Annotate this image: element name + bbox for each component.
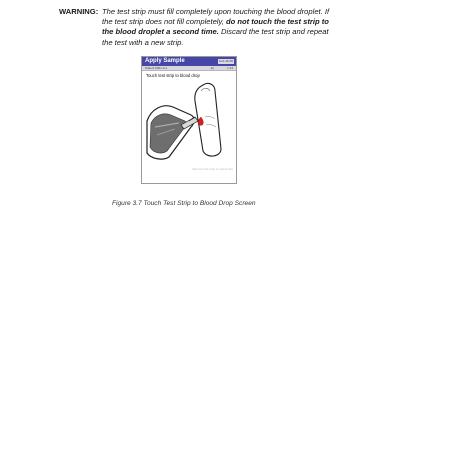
clock-time: 1:14 <box>227 66 233 70</box>
warning-line-1: The test strip must fill completely upon touching the blood droplet. If <box>102 7 330 16</box>
instruction-text: Touch test strip to blood drop <box>146 73 200 78</box>
warning-line-3a: the blood droplet a second time. <box>102 27 219 37</box>
speaker-icon: ◄) <box>210 66 214 70</box>
strip-to-finger-illustration <box>145 79 233 161</box>
status-bar <box>142 66 236 71</box>
warning-text <box>102 7 352 48</box>
warning-line-2a: the test strip does not fill completely, <box>102 17 226 27</box>
screen-title-bar <box>142 57 236 66</box>
date-badge: Feb 16 08 <box>219 59 233 63</box>
warning-label: WARNING: <box>59 7 99 16</box>
patient-id: Patient 0001-0-1 <box>145 66 168 70</box>
screen-title: Apply Sample <box>145 58 185 64</box>
warning-line-3b: Discard the test strip and repeat <box>218 27 329 37</box>
warning-line-2b: do not touch the test strip to <box>225 17 329 27</box>
device-screen <box>141 56 237 184</box>
figure-caption: Figure 3.7 Touch Test Strip to Blood Drop Screen <box>112 200 256 207</box>
warning-line-4: the test with a new strip. <box>102 37 184 47</box>
screen-caption: Remove the strip to cancel the <box>192 167 233 171</box>
